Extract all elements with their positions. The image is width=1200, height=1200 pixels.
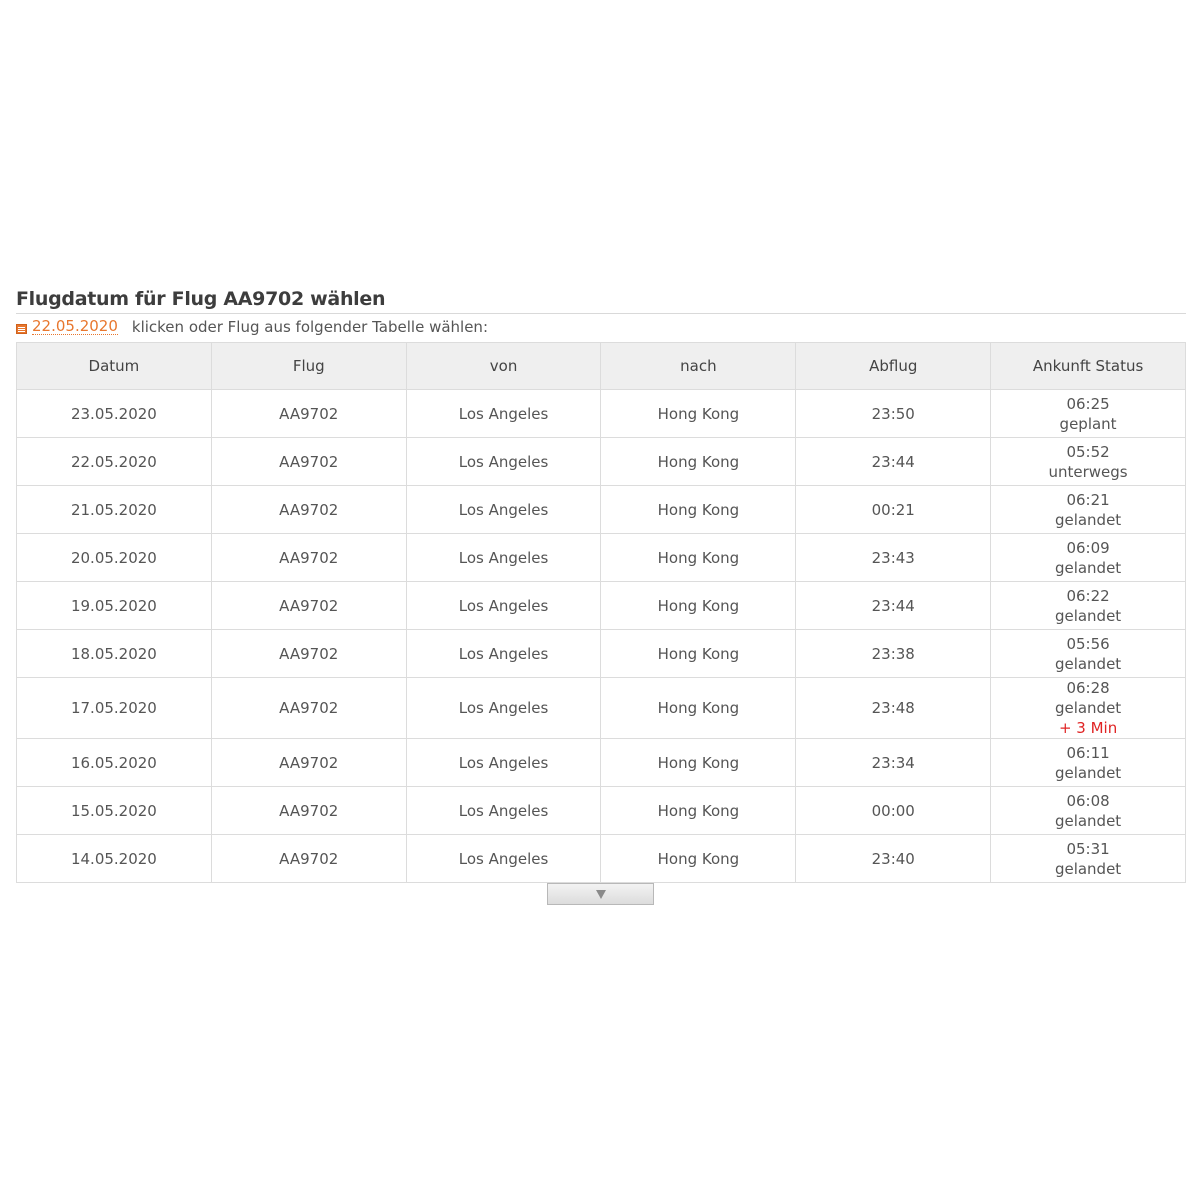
cell-flug: AA9702 bbox=[211, 678, 406, 739]
arrival-time: 05:52 bbox=[1066, 442, 1110, 461]
table-row[interactable] bbox=[17, 486, 1186, 534]
table-row[interactable] bbox=[17, 630, 1186, 678]
cell-von: Los Angeles bbox=[406, 486, 601, 534]
arrival-time: 06:11 bbox=[1066, 743, 1110, 762]
cell-abflug: 23:48 bbox=[796, 678, 991, 739]
cell-ankunft-status bbox=[991, 390, 1186, 438]
arrival-time: 05:56 bbox=[1066, 634, 1110, 653]
cell-nach: Hong Kong bbox=[601, 390, 796, 438]
cell-flug: AA9702 bbox=[211, 739, 406, 787]
table-row[interactable] bbox=[17, 835, 1186, 883]
cell-abflug: 23:50 bbox=[796, 390, 991, 438]
cell-abflug: 23:40 bbox=[796, 835, 991, 883]
table-row[interactable] bbox=[17, 534, 1186, 582]
table-header-row bbox=[17, 343, 1186, 390]
header-nach: nach bbox=[601, 343, 796, 390]
table-row[interactable] bbox=[17, 438, 1186, 486]
cell-von: Los Angeles bbox=[406, 787, 601, 835]
cell-nach: Hong Kong bbox=[601, 787, 796, 835]
flights-table bbox=[16, 342, 1186, 883]
cell-nach: Hong Kong bbox=[601, 486, 796, 534]
cell-von: Los Angeles bbox=[406, 835, 601, 883]
cell-nach: Hong Kong bbox=[601, 582, 796, 630]
table-row[interactable] bbox=[17, 390, 1186, 438]
flight-status: gelandet bbox=[1054, 654, 1122, 673]
flight-date-panel bbox=[16, 284, 1186, 909]
cell-flug: AA9702 bbox=[211, 534, 406, 582]
cell-datum: 19.05.2020 bbox=[17, 582, 212, 630]
page-title: Flugdatum für Flug AA9702 wählen bbox=[16, 284, 1186, 314]
flight-status: unterwegs bbox=[1048, 462, 1128, 481]
arrival-time: 06:28 bbox=[1066, 679, 1110, 697]
cell-von: Los Angeles bbox=[406, 390, 601, 438]
cell-von: Los Angeles bbox=[406, 739, 601, 787]
cell-abflug: 00:21 bbox=[796, 486, 991, 534]
header-flug: Flug bbox=[211, 343, 406, 390]
cell-ankunft-status bbox=[991, 739, 1186, 787]
table-body bbox=[17, 390, 1186, 883]
cell-flug: AA9702 bbox=[211, 630, 406, 678]
cell-ankunft-status bbox=[991, 534, 1186, 582]
table-row[interactable] bbox=[17, 787, 1186, 835]
cell-nach: Hong Kong bbox=[601, 534, 796, 582]
header-datum: Datum bbox=[17, 343, 212, 390]
cell-datum: 17.05.2020 bbox=[17, 678, 212, 739]
flight-status: gelandet bbox=[1054, 763, 1122, 782]
cell-ankunft-status bbox=[991, 438, 1186, 486]
flight-status: gelandet bbox=[1054, 510, 1122, 529]
cell-ankunft-status bbox=[991, 787, 1186, 835]
triangle-down-icon bbox=[596, 890, 606, 899]
instruction-text: klicken oder Flug aus folgender Tabelle wählen: bbox=[131, 318, 488, 336]
delay-badge: + 3 Min bbox=[1058, 719, 1118, 737]
arrival-time: 06:22 bbox=[1066, 586, 1110, 605]
cell-von: Los Angeles bbox=[406, 582, 601, 630]
cell-ankunft-status bbox=[991, 678, 1186, 739]
cell-ankunft-status bbox=[991, 630, 1186, 678]
flight-status: gelandet bbox=[1054, 558, 1122, 577]
header-von: von bbox=[406, 343, 601, 390]
cell-nach: Hong Kong bbox=[601, 630, 796, 678]
cell-von: Los Angeles bbox=[406, 438, 601, 486]
cell-abflug: 23:38 bbox=[796, 630, 991, 678]
flight-status: geplant bbox=[1059, 414, 1117, 433]
table-row[interactable] bbox=[17, 739, 1186, 787]
cell-datum: 23.05.2020 bbox=[17, 390, 212, 438]
cell-abflug: 23:44 bbox=[796, 438, 991, 486]
cell-datum: 18.05.2020 bbox=[17, 630, 212, 678]
table-row[interactable] bbox=[17, 678, 1186, 739]
cell-nach: Hong Kong bbox=[601, 739, 796, 787]
cell-abflug: 00:00 bbox=[796, 787, 991, 835]
arrival-time: 06:25 bbox=[1066, 394, 1110, 413]
cell-nach: Hong Kong bbox=[601, 678, 796, 739]
cell-flug: AA9702 bbox=[211, 438, 406, 486]
cell-datum: 21.05.2020 bbox=[17, 486, 212, 534]
cell-abflug: 23:44 bbox=[796, 582, 991, 630]
arrival-time: 05:31 bbox=[1066, 839, 1110, 858]
more-area bbox=[16, 883, 1186, 909]
flight-status: gelandet bbox=[1054, 811, 1122, 830]
cell-datum: 14.05.2020 bbox=[17, 835, 212, 883]
cell-ankunft-status bbox=[991, 486, 1186, 534]
header-abflug: Abflug bbox=[796, 343, 991, 390]
cell-datum: 20.05.2020 bbox=[17, 534, 212, 582]
cell-flug: AA9702 bbox=[211, 486, 406, 534]
cell-abflug: 23:43 bbox=[796, 534, 991, 582]
calendar-icon[interactable] bbox=[16, 323, 27, 334]
date-picker-line bbox=[16, 312, 1186, 342]
cell-flug: AA9702 bbox=[211, 582, 406, 630]
show-more-button[interactable] bbox=[547, 883, 654, 905]
header-ankunft-status: Ankunft Status bbox=[991, 343, 1186, 390]
cell-ankunft-status bbox=[991, 582, 1186, 630]
cell-von: Los Angeles bbox=[406, 630, 601, 678]
flight-status: gelandet bbox=[1054, 606, 1122, 625]
cell-von: Los Angeles bbox=[406, 534, 601, 582]
arrival-time: 06:21 bbox=[1066, 490, 1110, 509]
table-row[interactable] bbox=[17, 582, 1186, 630]
selected-date-link[interactable]: 22.05.2020 bbox=[32, 317, 118, 335]
flight-status: gelandet bbox=[1054, 699, 1122, 717]
cell-abflug: 23:34 bbox=[796, 739, 991, 787]
arrival-time: 06:09 bbox=[1066, 538, 1110, 557]
cell-von: Los Angeles bbox=[406, 678, 601, 739]
cell-nach: Hong Kong bbox=[601, 438, 796, 486]
flight-status: gelandet bbox=[1054, 859, 1122, 878]
cell-datum: 22.05.2020 bbox=[17, 438, 212, 486]
cell-ankunft-status bbox=[991, 835, 1186, 883]
arrival-time: 06:08 bbox=[1066, 791, 1110, 810]
cell-datum: 15.05.2020 bbox=[17, 787, 212, 835]
cell-datum: 16.05.2020 bbox=[17, 739, 212, 787]
cell-flug: AA9702 bbox=[211, 787, 406, 835]
cell-flug: AA9702 bbox=[211, 390, 406, 438]
cell-nach: Hong Kong bbox=[601, 835, 796, 883]
cell-flug: AA9702 bbox=[211, 835, 406, 883]
